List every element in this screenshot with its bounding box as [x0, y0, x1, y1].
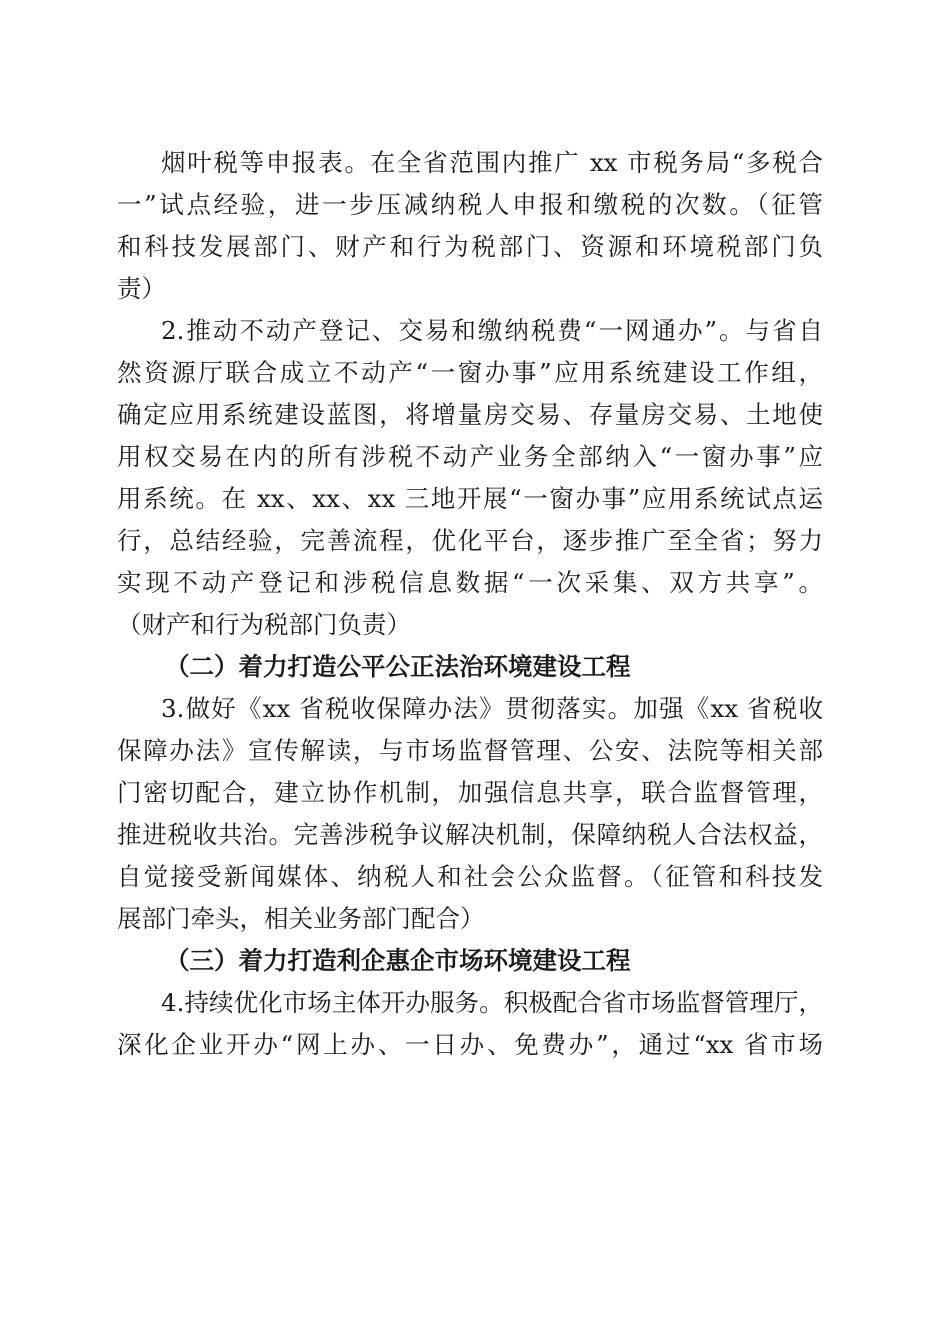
text-line: 和科技发展部门、财产和行为税部门、资源和环境税部门负 — [117, 232, 823, 261]
text-line: 展部门牵头，相关业务部门配合） — [117, 904, 485, 933]
section-heading: （二）着力打造公平公正法治环境建设工程 — [165, 652, 631, 681]
text-line: 行，总结经验，完善流程，优化平台，逐步推广至全省；努力 — [117, 526, 823, 555]
text-line: 用系统。在 xx、xx、xx 三地开展“一窗办事”应用系统试点运 — [117, 484, 823, 513]
text-line: 实现不动产登记和涉税信息数据“一次采集、双方共享”。 — [117, 568, 823, 597]
text-line: （财产和行为税部门负责） — [117, 610, 411, 639]
text-line: 然资源厅联合成立不动产“一窗办事”应用系统建设工作组， — [117, 358, 823, 387]
text-line: 深化企业开办“网上办、一日办、免费办”，通过“xx 省市场 — [117, 1030, 823, 1059]
paragraph-item-4 — [117, 982, 823, 1066]
text-line: 自觉接受新闻媒体、纳税人和社会公众监督。（征管和科技发 — [117, 862, 823, 891]
text-line: 推进税收共治。完善涉税争议解决机制，保障纳税人合法权益， — [117, 820, 823, 849]
text-line: 确定应用系统建设蓝图，将增量房交易、存量房交易、土地使 — [117, 400, 823, 429]
text-line: 责） — [117, 274, 166, 303]
text-line: 用权交易在内的所有涉税不动产业务全部纳入“一窗办事”应 — [117, 442, 823, 471]
text-line: 3.做好《xx 省税收保障办法》贯彻落实。加强《xx 省税收 — [161, 694, 823, 723]
paragraph-item-2 — [117, 310, 823, 646]
paragraph-continuation — [117, 142, 823, 310]
document-body — [117, 142, 823, 1066]
text-line: 4.持续优化市场主体开办服务。积极配合省市场监督管理厅， — [161, 988, 823, 1017]
text-line: 保障办法》宣传解读，与市场监督管理、公安、法院等相关部 — [117, 736, 823, 765]
section-heading: （三）着力打造利企惠企市场环境建设工程 — [165, 946, 631, 975]
text-line: 烟叶税等申报表。在全省范围内推广 xx 市税务局“多税合 — [161, 148, 823, 177]
paragraph-item-3 — [117, 688, 823, 940]
text-line: 门密切配合，建立协作机制，加强信息共享，联合监督管理， — [117, 778, 823, 807]
text-line: 2.推动不动产登记、交易和缴纳税费“一网通办”。与省自 — [161, 316, 823, 345]
text-line: 一”试点经验，进一步压减纳税人申报和缴税的次数。（征管 — [117, 190, 823, 219]
